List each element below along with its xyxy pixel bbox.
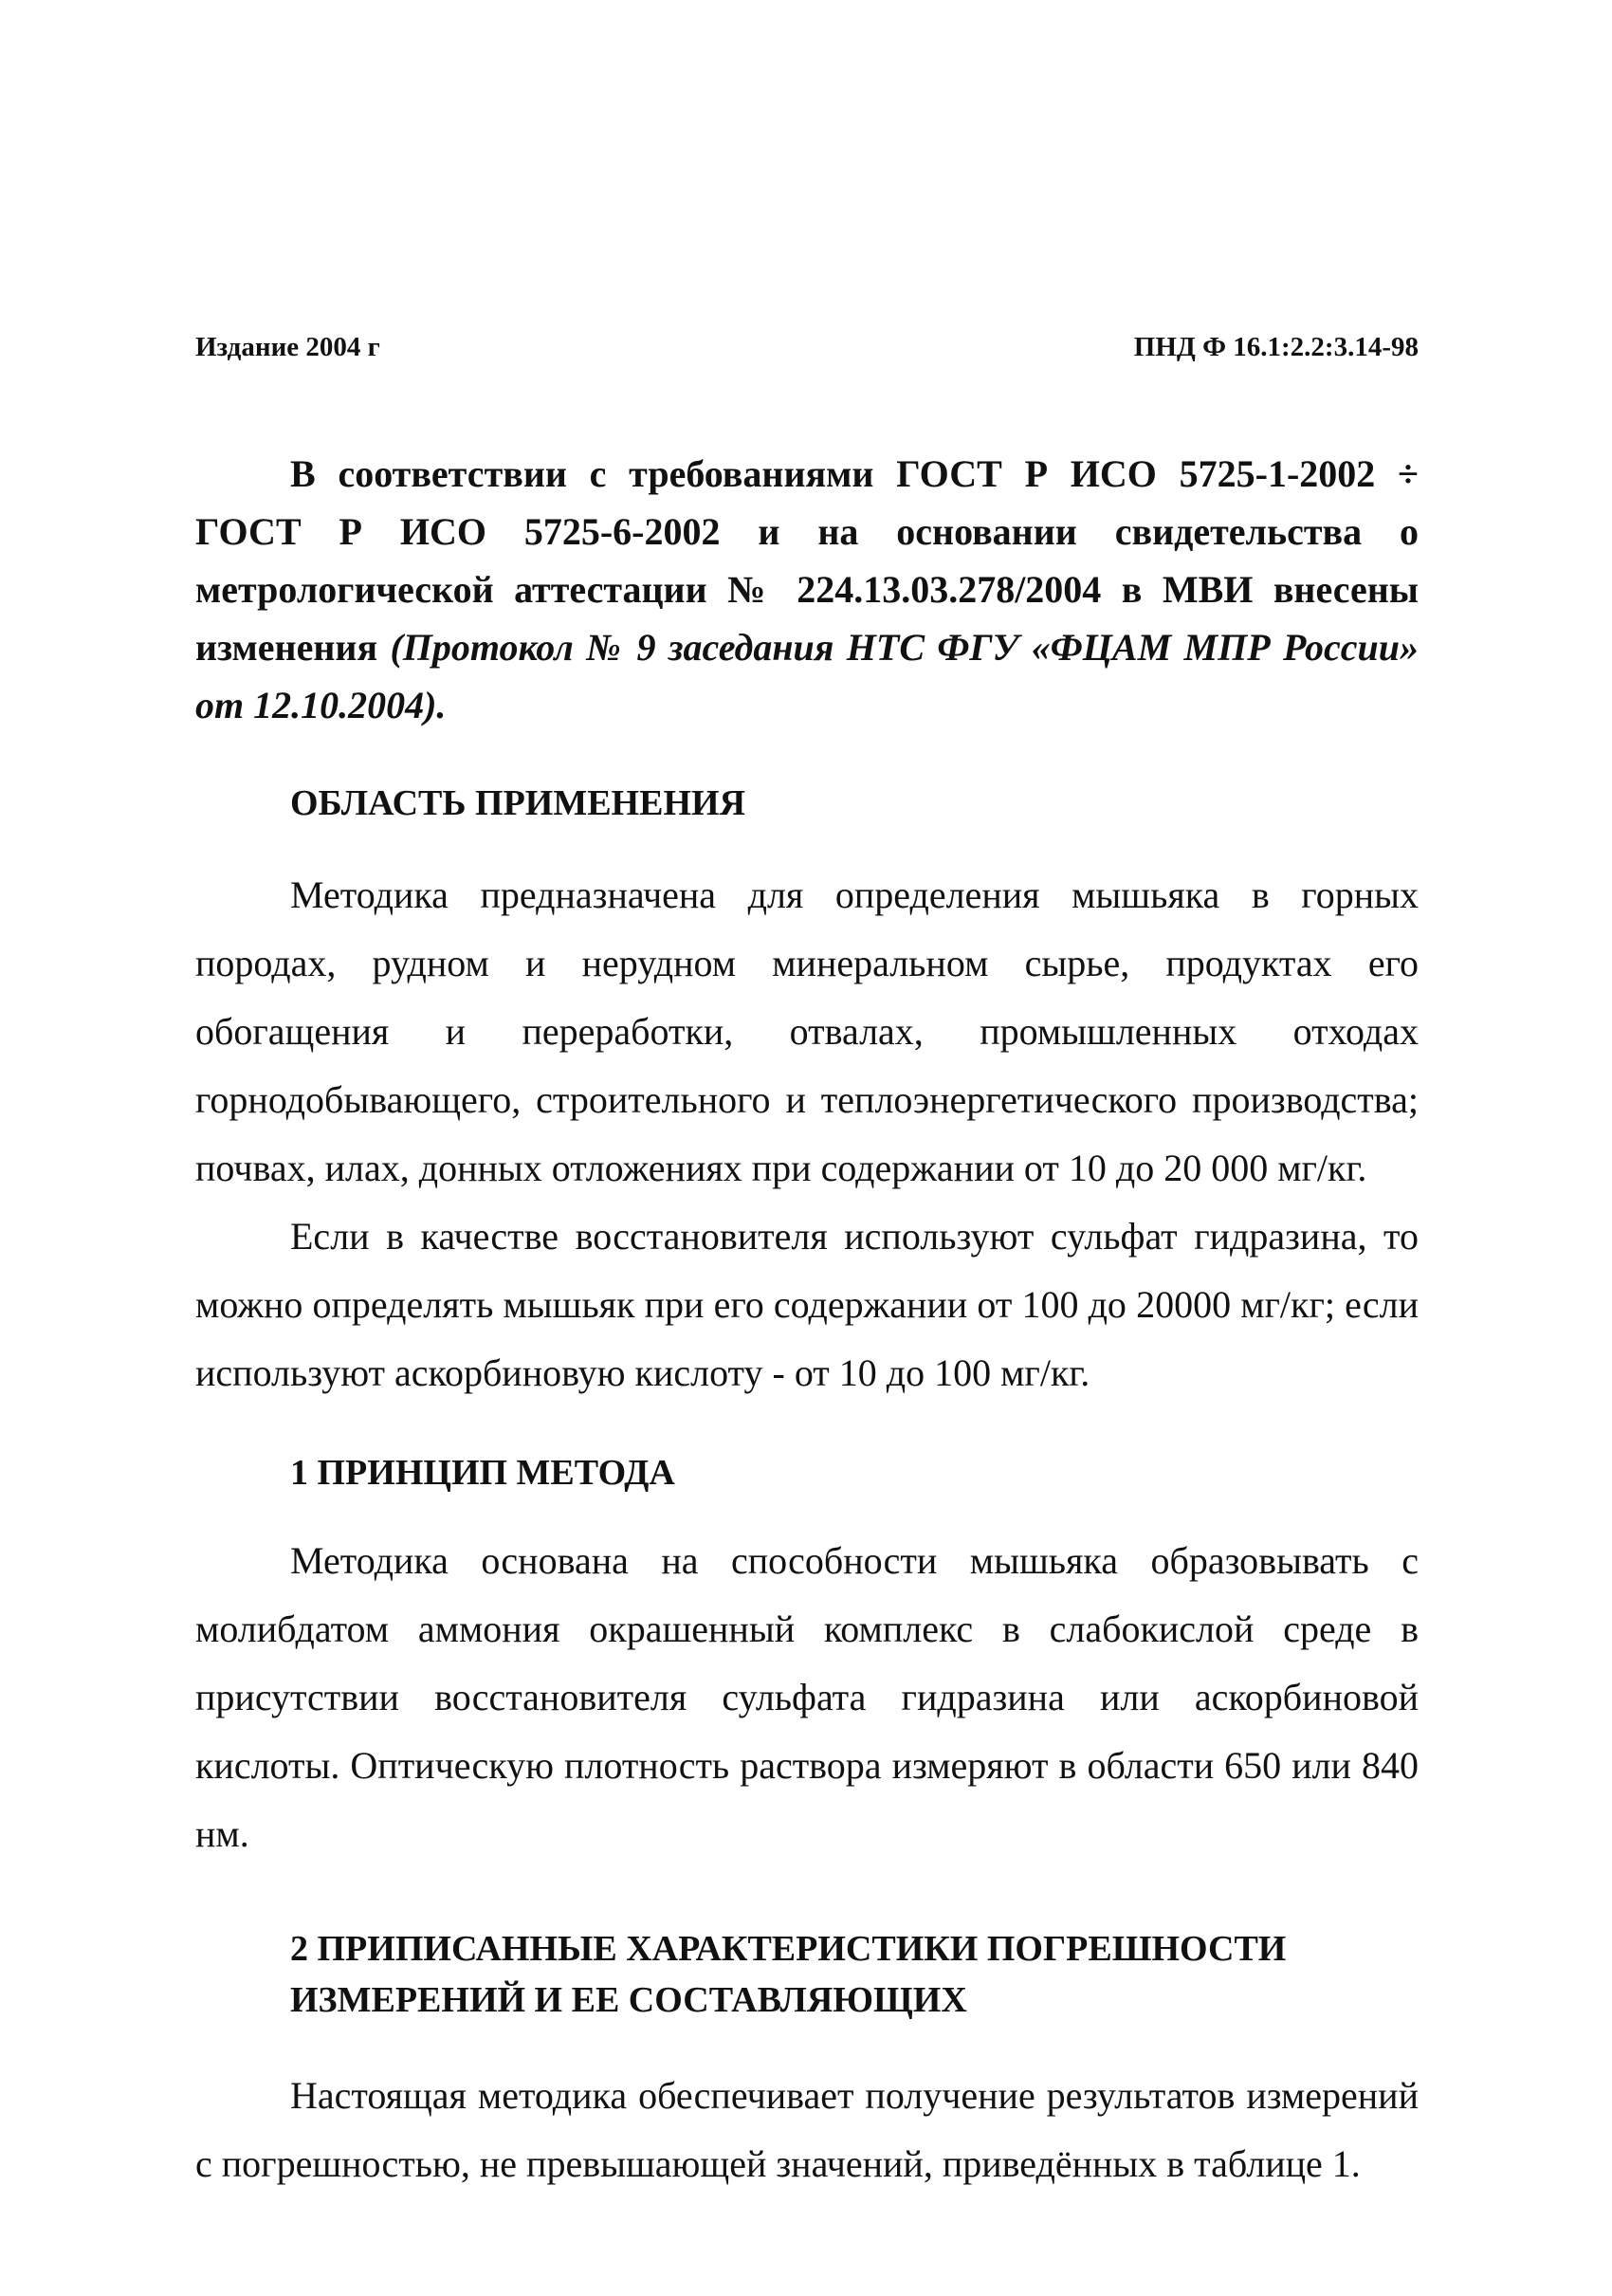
section-title-principle: 1 ПРИНЦИП МЕТОДА: [290, 1453, 675, 1493]
amendment-text: В соответствии с требованиями ГОСТ Р ИСО 5725-1-2002 ÷ ГОСТ Р ИСО 5725-6-2002 и на основании свидетельства о метрологической аттестации № 224.13.03.278/2004 в МВИ внесены изменения: [195, 452, 1419, 669]
section-title-accuracy-line-2: ИЗМЕРЕНИЙ И ЕЕ СОСТАВЛЯЮЩИХ: [290, 1980, 967, 2020]
protocol-reference: (Протокол № 9 заседания НТС ФГУ «ФЦАМ МПР России» от 12.10.2004).: [195, 626, 1419, 726]
principle-paragraph: Методика основана на способности мышьяка образовывать с молибдатом аммония окрашенный комплекс в слабокислой среде в присутствии восстановителя сульфата гидразина или аскорбиновой кислоты. Оптическую плотность раствора измеряют в области 650 или 840 нм.: [195, 1539, 1419, 1855]
section-title-accuracy: [195, 1923, 1419, 2026]
page-header: [195, 332, 1419, 363]
document-code: ПНД Ф 16.1:2.2:3.14-98: [1133, 332, 1419, 362]
section-title-scope: ОБЛАСТЬ ПРИМЕНЕНИЯ: [290, 783, 746, 823]
section-title-accuracy-line-1: 2 ПРИПИСАННЫЕ ХАРАКТЕРИСТИКИ ПОГРЕШНОСТИ: [290, 1929, 1287, 1969]
accuracy-paragraph: Настоящая методика обеспечивает получение результатов измерений с погрешностью, не превышающей значений, приведённых в таблице 1.: [195, 2074, 1419, 2185]
document-page: [195, 332, 1419, 2198]
edition-label: Издание 2004 г: [195, 332, 380, 362]
scope-paragraph-1: Методика предназначена для определения мышьяка в горных породах, рудном и нерудном минеральном сырье, продуктах его обогащения и переработки, отвалах, промышленных отходах горнодобывающего, строительного и теплоэнергетического производства; почвах, илах, донных отложениях при содержании от 10 до 20 000 мг/кг.: [195, 873, 1419, 1189]
amendment-notice: [195, 445, 1419, 734]
scope-paragraph-2: Если в качестве восстановителя используют сульфат гидразина, то можно определять мышьяк при его содержании от 100 до 20000 мг/кг; если используют аскорбиновую кислоту - от 10 до 100 мг/кг.: [195, 1215, 1419, 1394]
